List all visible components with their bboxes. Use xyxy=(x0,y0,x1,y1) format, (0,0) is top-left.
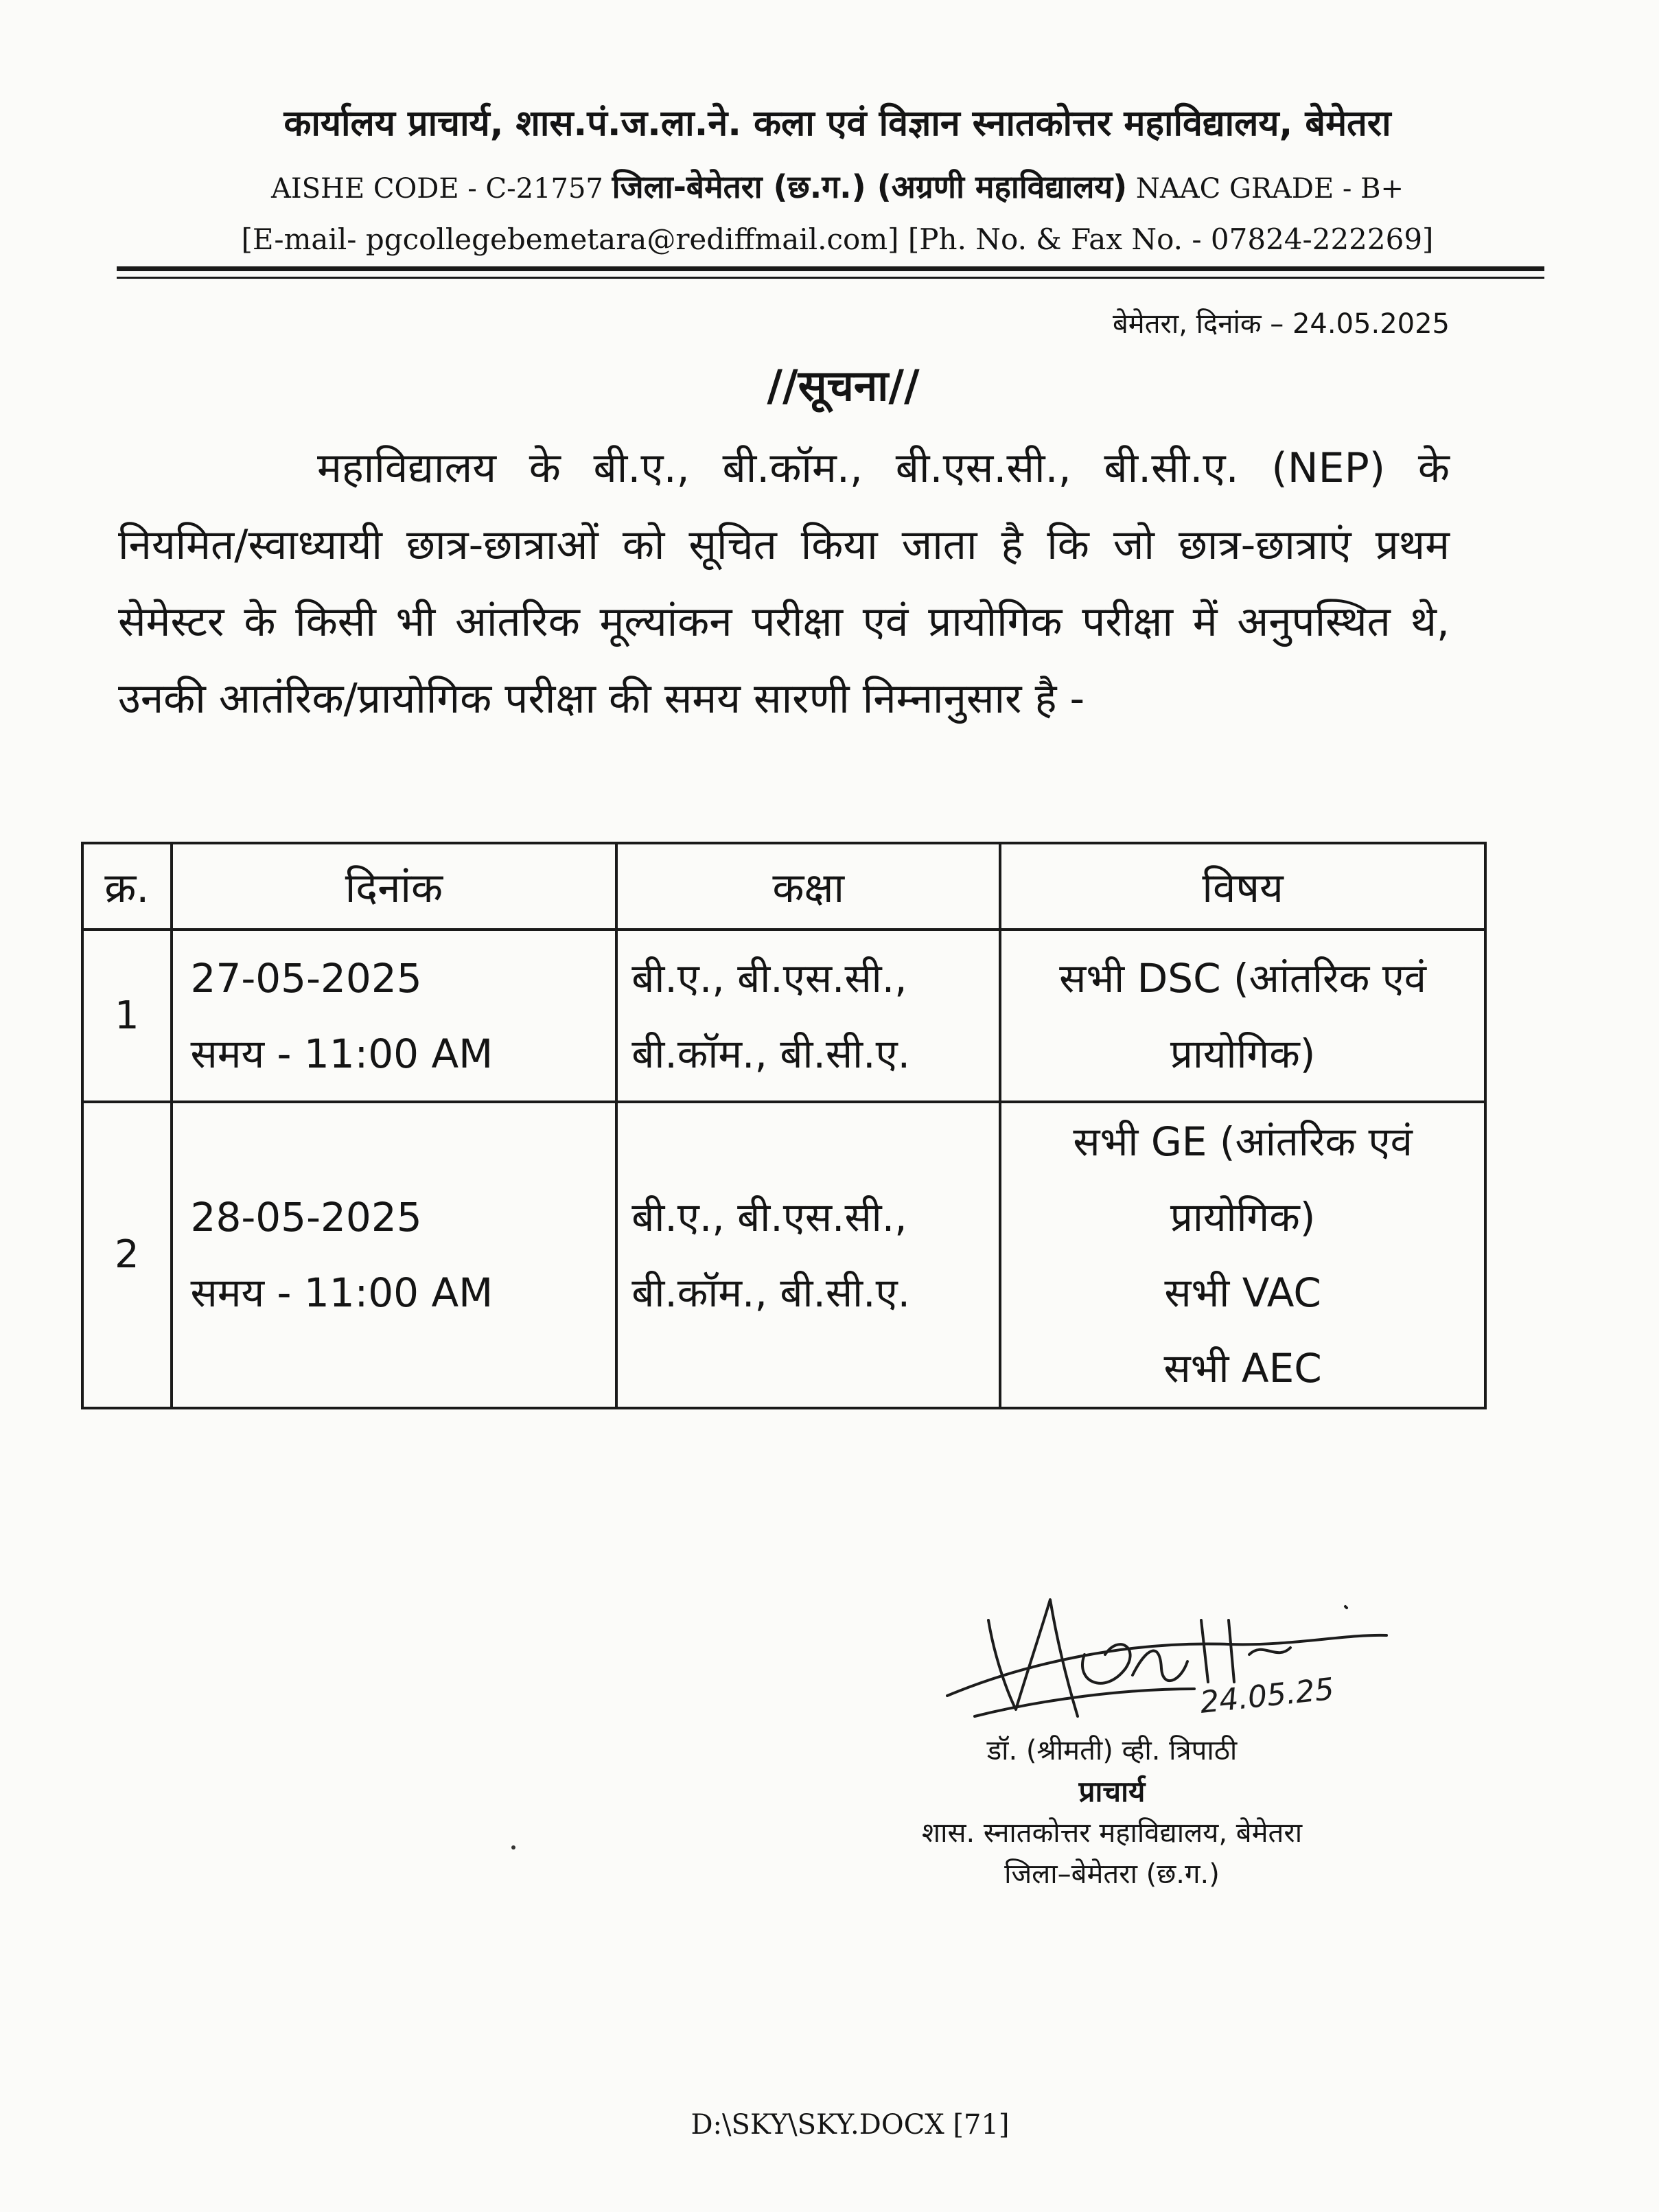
footer-file-path: D:\SKY\SKY.DOCX [71] xyxy=(691,2109,1010,2141)
stray-mark xyxy=(511,1845,515,1850)
header-serial: क्र. xyxy=(82,843,172,930)
district-label: जिला-बेमेतरा (छ.ग.) (अग्रणी महाविद्यालय) xyxy=(612,168,1128,205)
signature-date: 24.05.25 xyxy=(1198,1671,1336,1720)
table-header-row xyxy=(82,843,1485,930)
exam-schedule-table xyxy=(81,842,1487,1409)
row-subject-line: सभी GE (आंतरिक एवं xyxy=(1073,1118,1413,1165)
row-serial: 1 xyxy=(82,930,172,1102)
table-row xyxy=(82,1102,1485,1408)
notice-body: महाविद्यालय के बी.ए., बी.कॉम., बी.एस.सी., बी.सी.ए. (NEP) के नियमित/स्वाध्यायी छात्र-छात्राओं को सूचित किया जाता है कि जो छात्र-छात्राएं प्रथम सेमेस्टर के किसी भी आंतरिक मूल्यांकन परीक्षा एवं प्रायोगिक परीक्षा में अनुपस्थित थे, उनकी आतंरिक/प्रायोगिक परीक्षा की समय सारणी निम्नानुसार है - xyxy=(118,444,1450,723)
row-class-line: बी.कॉम., बी.सी.ए. xyxy=(631,1030,911,1077)
row-class xyxy=(616,1102,1000,1408)
letterhead-codes xyxy=(110,165,1565,207)
row-subject-line: सभी AEC xyxy=(1163,1345,1322,1392)
header-class: कक्षा xyxy=(616,843,1000,930)
row-subject-line: सभी VAC xyxy=(1164,1269,1321,1316)
header-subject: विषय xyxy=(1000,843,1485,930)
notice-title: //सूचना// xyxy=(767,360,920,411)
row-serial: 2 xyxy=(82,1102,172,1408)
header-divider-thick xyxy=(117,266,1544,271)
letterhead-contact: [E-mail- pgcollegebemetara@rediffmail.com] [Ph. No. & Fax No. - 07824-222269] xyxy=(241,222,1434,256)
aishe-code: AISHE CODE - C-21757 xyxy=(270,173,603,205)
row-date-time xyxy=(172,930,617,1102)
header-divider-thin xyxy=(117,277,1544,279)
table-row xyxy=(82,930,1485,1102)
signatory-role: प्राचार्य xyxy=(1078,1775,1146,1808)
row-subject xyxy=(1000,1102,1485,1408)
signatory-district: जिला–बेमेतरा (छ.ग.) xyxy=(1004,1858,1220,1890)
row-date: 27-05-2025 xyxy=(190,954,422,1002)
signatory-name: डॉ. (श्रीमती) व्ही. त्रिपाठी xyxy=(986,1735,1238,1766)
row-class-line: बी.ए., बी.एस.सी., xyxy=(631,1194,907,1241)
signatory-institution: शास. स्नातकोत्तर महाविद्यालय, बेमेतरा xyxy=(921,1817,1303,1849)
row-class xyxy=(616,930,1000,1102)
row-class-line: बी.कॉम., बी.सी.ए. xyxy=(631,1269,911,1316)
row-subject-line: सभी DSC (आंतरिक एवं xyxy=(1059,954,1427,1002)
row-subject xyxy=(1000,930,1485,1102)
naac-grade: NAAC GRADE - B+ xyxy=(1135,173,1404,205)
row-date: 28-05-2025 xyxy=(190,1194,422,1241)
signatory-block xyxy=(824,1730,1400,1895)
row-class-line: बी.ए., बी.एस.सी., xyxy=(631,954,907,1002)
row-time: समय - 11:00 AM xyxy=(190,1269,494,1316)
row-date-time xyxy=(172,1102,617,1408)
letterhead-title: कार्यालय प्राचार्य, शास.पं.ज.ला.ने. कला एवं विज्ञान स्नातकोत्तर महाविद्यालय, बेमेतरा xyxy=(283,103,1391,144)
signature-image xyxy=(906,1579,1400,1737)
row-subject-line: प्रायोगिक) xyxy=(1170,1194,1316,1241)
row-subject-line: प्रायोगिक) xyxy=(1170,1030,1316,1077)
header-date: दिनांक xyxy=(172,843,617,930)
row-time: समय - 11:00 AM xyxy=(190,1030,494,1077)
place-date: बेमेतरा, दिनांक – 24.05.2025 xyxy=(1112,308,1450,340)
